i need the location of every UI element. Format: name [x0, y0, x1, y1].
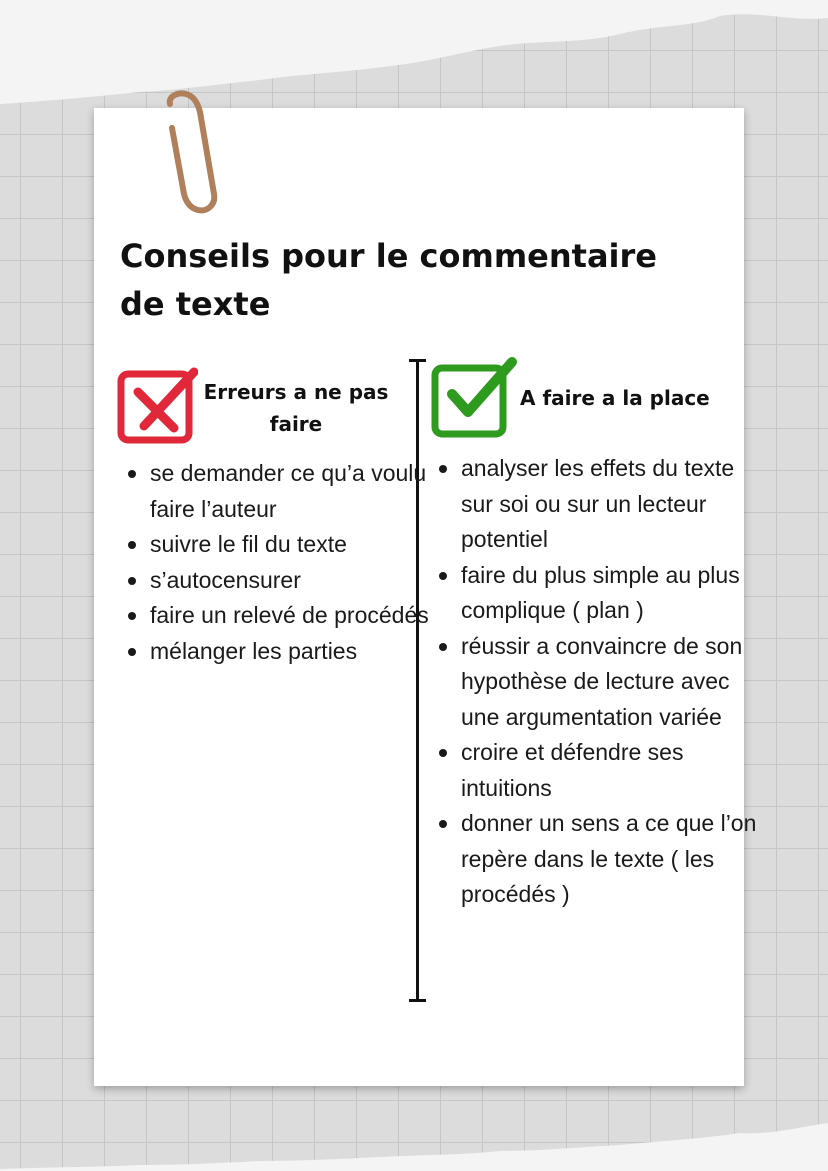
mistakes-heading-line-1: Erreurs a ne pas	[203, 380, 389, 404]
mistakes-list	[122, 456, 440, 669]
red-x-box-icon	[116, 366, 198, 446]
torn-paper-top	[0, 0, 828, 110]
divider-cap-top	[409, 359, 426, 362]
page-title	[120, 232, 680, 328]
list-item: suivre le fil du texte	[150, 527, 440, 563]
title-line-2: de texte	[120, 285, 271, 323]
list-item: s’autocensurer	[150, 563, 440, 599]
list-item: faire du plus simple au plus complique ( plan )	[461, 558, 771, 629]
todo-heading: A faire a la place	[520, 386, 710, 410]
mistakes-heading-line-2: faire	[269, 412, 323, 436]
title-line-1: Conseils pour le commentaire	[120, 237, 657, 275]
torn-paper-bottom	[0, 1111, 828, 1171]
list-item: donner un sens a ce que l’on repère dans le texte ( les procédés )	[461, 806, 771, 913]
list-item: croire et défendre ses intuitions	[461, 735, 771, 806]
list-item: réussir a convaincre de son hypothèse de lecture avec une argumentation variée	[461, 629, 771, 736]
divider-cap-bottom	[409, 999, 426, 1002]
list-item: se demander ce qu’a voulu faire l’auteur	[150, 456, 440, 527]
list-item: faire un relevé de procédés	[150, 598, 440, 634]
mistakes-heading	[200, 376, 392, 440]
list-item: analyser les effets du texte sur soi ou sur un lecteur potentiel	[461, 451, 771, 558]
todo-list	[433, 451, 771, 913]
green-check-box-icon	[430, 354, 522, 440]
paperclip-icon	[148, 90, 228, 215]
list-item: mélanger les parties	[150, 634, 440, 670]
